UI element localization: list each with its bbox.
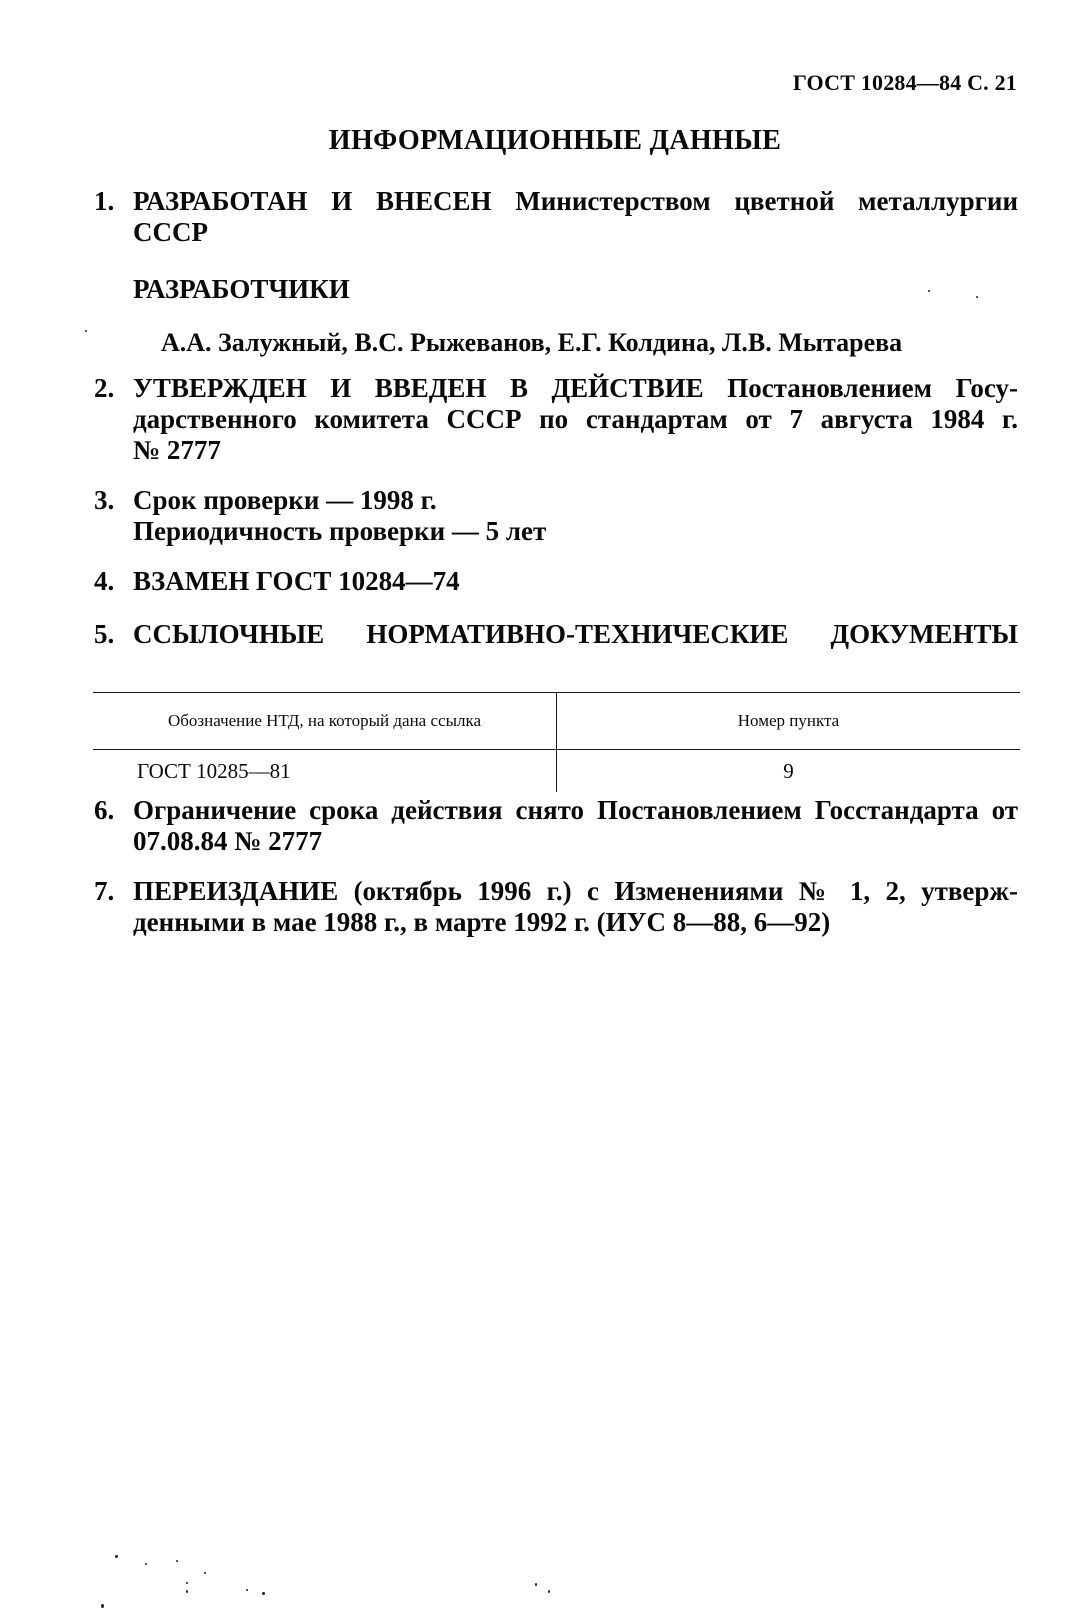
section-7 [94, 876, 1018, 938]
section-number: 7. [94, 876, 115, 906]
section-line: ВЗАМЕН ГОСТ 10284—74 [133, 566, 460, 596]
section-number: 4. [94, 566, 115, 596]
document-title: ИНФОРМАЦИОННЫЕ ДАННЫЕ [328, 124, 782, 156]
reference-documents-table [93, 692, 1020, 792]
section-1 [94, 186, 1018, 248]
section-line: дарственного комитета СССР по стандартам от 7 августа 1984 г. [133, 404, 1018, 434]
section-number: 1. [94, 186, 115, 216]
section-number: 6. [94, 795, 115, 825]
section-line: ССЫЛОЧНЫЕ НОРМАТИВНО-ТЕХНИЧЕСКИЕ ДОКУМЕНТЫ [133, 619, 1018, 649]
column-header-document: Обозначение НТД, на который дана ссылка [93, 693, 557, 750]
table-header-row [93, 693, 1020, 750]
section-line: Срок проверки — 1998 г. [133, 485, 437, 515]
section-4 [94, 566, 1018, 597]
section-line: СССР [133, 217, 208, 247]
section-line: Периодичность проверки — 5 лет [133, 516, 547, 546]
page-header: ГОСТ 10284—84 С. 21 [792, 70, 1017, 95]
table-row [93, 750, 1020, 793]
developers-subheading: РАЗРАБОТЧИКИ [133, 274, 350, 304]
cell-document: ГОСТ 10285—81 [93, 750, 557, 793]
section-line: ПЕРЕИЗДАНИЕ (октябрь 1996 г.) с Изменениями № 1, 2, утверж- [133, 876, 1018, 906]
section-number: 2. [94, 373, 115, 403]
section-line: денными в мае 1988 г., в марте 1992 г. (ИУС 8—88, 6—92) [133, 907, 831, 937]
cell-clause: 9 [783, 758, 794, 783]
section-number: 5. [94, 619, 115, 649]
section-2 [94, 373, 1018, 466]
section-5 [94, 619, 1018, 650]
section-6 [94, 795, 1018, 857]
section-number: 3. [94, 485, 115, 515]
section-line: РАЗРАБОТАН И ВНЕСЕН Министерством цветной металлургии [133, 186, 1018, 216]
section-3 [94, 485, 1018, 547]
section-line: УТВЕРЖДЕН И ВВЕДЕН В ДЕЙСТВИЕ Постановлением Госу- [133, 373, 1018, 403]
section-line: 07.08.84 № 2777 [133, 826, 323, 856]
developers-list: А.А. Залужный, В.С. Рыжеванов, Е.Г. Колдина, Л.В. Мытарева [161, 328, 903, 357]
column-header-clause: Номер пункта [557, 693, 1021, 750]
section-line: Ограничение срока действия снято Постановлением Госстандарта от [133, 795, 1018, 825]
section-line: № 2777 [133, 435, 221, 465]
